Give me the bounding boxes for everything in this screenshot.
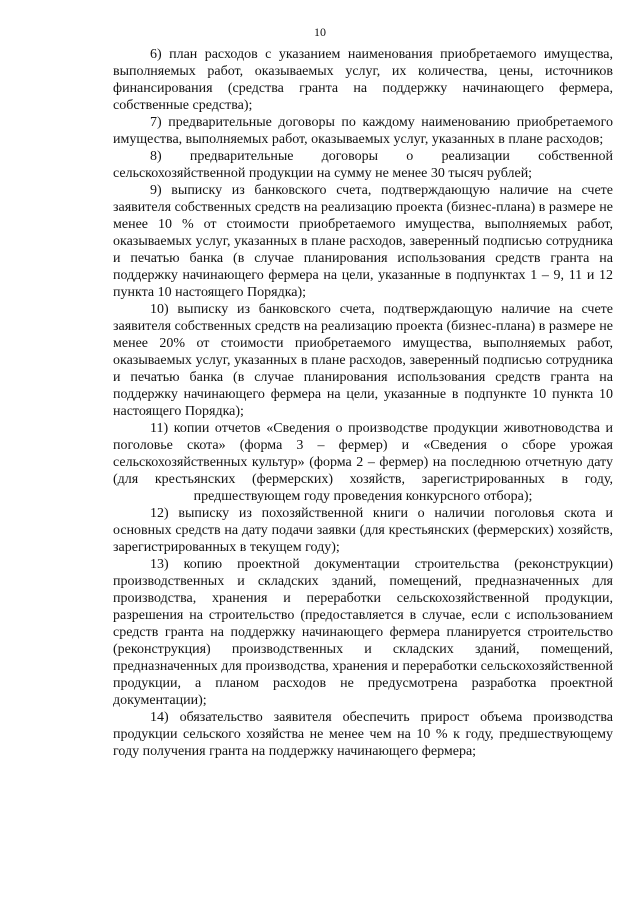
paragraph-item-11: 11) копии отчетов «Сведения о производстве продукции животноводства и поголовье скота» (форма 3 – фермер) и «Сведения о сборе урожая сельскохозяйственных культур» (форма 2 – фермер) на последнюю отчетную дату (для крестьянских (фермерских) хозяйств, зарегистрированных в году, предшествующем году проведения конкурсного отбора); — [113, 421, 613, 504]
paragraph-item-7: 7) предварительные договоры по каждому наименованию приобретаемого имущества, выполняемых работ, оказываемых услуг, указанных в плане расходов; — [113, 115, 613, 147]
paragraph-item-10: 10) выписку из банковского счета, подтверждающую наличие на счете заявителя собственных средств на реализацию проекта (бизнес-плана) в размере не менее 20% от стоимости приобретаемого имущества, выполняемых работ, оказываемых услуг, указанных в плане расходов, заверенный подписью сотрудника и печатью банка (в случае планирования использования средств гранта на поддержку начинающего фермера на цели, указанные в подпункте 10 пункта 10 настоящего Порядка); — [113, 302, 613, 419]
paragraph-item-14: 14) обязательство заявителя обеспечить прирост объема производства продукции сельского хозяйства не менее чем на 10 % к году, предшествующему году получения гранта на поддержку начинающего фермера; — [113, 710, 613, 759]
paragraph-item-12: 12) выписку из похозяйственной книги о наличии поголовья скота и основных средств на дату подачи заявки (для крестьянских (фермерских) хозяйств, зарегистрированных в текущем году); — [113, 506, 613, 555]
paragraph-item-13: 13) копию проектной документации строительства (реконструкции) производственных и складских зданий, помещений, предназначенных для производства, хранения и переработки сельскохозяйственной продукции, разрешения на строительство (предоставляется в случае, если с использованием средств гранта на поддержку начинающего фермера планируется строительство (реконструкция) производственных и складских зданий, помещений, предназначенных для производства, хранения и переработки сельскохозяйственной продукции, а планом расходов не предусмотрена разработка проектной документации); — [113, 557, 613, 708]
paragraph-item-6: 6) план расходов с указанием наименования приобретаемого имущества, выполняемых работ, оказываемых услуг, их количества, цены, источников финансирования (средства гранта на поддержку начинающего фермера, собственные средства); — [113, 47, 613, 113]
page-number: 10 — [314, 25, 326, 39]
paragraph-item-8: 8) предварительные договоры о реализации собственной сельскохозяйственной продукции на сумму не менее 30 тысяч рублей; — [113, 149, 613, 181]
document-body — [113, 46, 613, 760]
paragraph-item-9: 9) выписку из банковского счета, подтверждающую наличие на счете заявителя собственных средств на реализацию проекта (бизнес-плана) в размере не менее 10 % от стоимости приобретаемого имущества, выполняемых работ, оказываемых услуг, указанных в плане расходов, заверенный подписью сотрудника и печатью банка (в случае планирования использования средств гранта на поддержку начинающего фермера на цели, указанные в подпунктах 1 – 9, 11 и 12 пункта 10 настоящего Порядка); — [113, 183, 613, 300]
